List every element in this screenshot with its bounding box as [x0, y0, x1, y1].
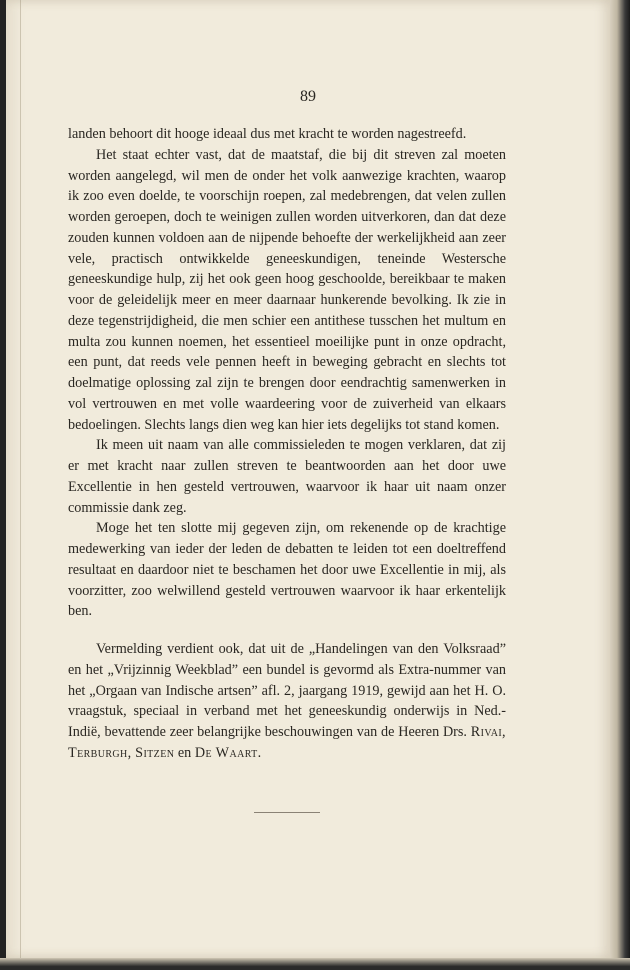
paragraph-vermelding	[68, 639, 506, 764]
end-rule	[254, 812, 320, 813]
binding-line	[20, 0, 21, 958]
paragraph-commissieleden: Ik meen uit naam van alle commissieleden te mogen verklaren, dat zij er met kracht naar zullen streven te beantwoorden aan het door uwe Excellentie in hen gesteld vertrouwen, waarvoor ik haar uit naam onzer commissie dank zeg.	[68, 437, 506, 516]
page-edge-shadow	[610, 0, 630, 970]
author-sitzen: Sitzen	[135, 744, 175, 761]
author-de-waart: De Waart.	[194, 744, 262, 761]
paragraph-slotte: Moge het ten slotte mij gegeven zijn, om rekenende op de krachtige medewerking van ieder der leden de debatten te leiden tot een doeltreffend resultaat en daardoor niet te beschamen het door uwe Excellentie in mij, als voorzitter, zoo welwillend gesteld vertrouwen waarvoor ik haar erkentelijk ben.	[68, 520, 506, 620]
body-text	[68, 124, 506, 764]
paragraph-continuation: landen behoort dit hooge ideaal dus met kracht te worden nagestreefd.	[68, 126, 467, 142]
author-terburgh: Terburgh,	[68, 744, 132, 761]
bottom-edge-shadow	[0, 958, 630, 970]
page-number: 89	[300, 88, 316, 105]
conjunction: en	[177, 744, 192, 761]
author-rivai: Rivai,	[470, 724, 507, 740]
book-page	[6, 0, 610, 958]
paragraph-maatstaf: Het staat echter vast, dat de maatstaf, die bij dit streven zal moeten worden aangelegd, wil men de onder het volk aanwezige krachten, waarop ik zoo even doelde, te voorschijn roepen, zal medebrengen, dat velen zullen worden geroepen, doch te weinigen zullen worden uitverkoren, dan dat deze zouden kunnen voldoen aan de nijpende behoefte der werkelijkheid aan zeer vele, practisch ontwikkelde geneeskundigen, teneinde Westersche geneeskundige hulp, zij het ook geen hoog geschoolde, bereikbaar te maken voor de geleidelijk meer en meer daarnaar hunkerende bevolking. Ik zie in deze tegenstrijdigheid, die men schier een antithese tusschen het multum en multa zou kunnen noemen, het essentieel moeilijke punt in onze opdracht, een punt, dat reeds vele pennen heeft in beweging gebracht en slechts tot doelmatige oplossing zal zijn te brengen door eendrachtig samenwerken in vol vertrouwen en met volle waardeering voor de zuiverheid van elkaars bedoelingen. Slechts langs dien weg kan hier iets degelijks tot stand komen.	[68, 146, 506, 433]
note-text: Vermelding verdient ook, dat uit de „Handelingen van den Volksraad” en het „Vrijzinnig Weekblad” een bundel is gevormd als Extra-nummer van het „Orgaan van Indische artsen” afl. 2, jaargang 1919, gewijd aan het H. O. vraagstuk, speciaal in verband met het geneeskundig onderwijs in Ned.-Indië, bevattende zeer belangrijke beschouwingen van de Heeren Drs.	[68, 641, 506, 740]
